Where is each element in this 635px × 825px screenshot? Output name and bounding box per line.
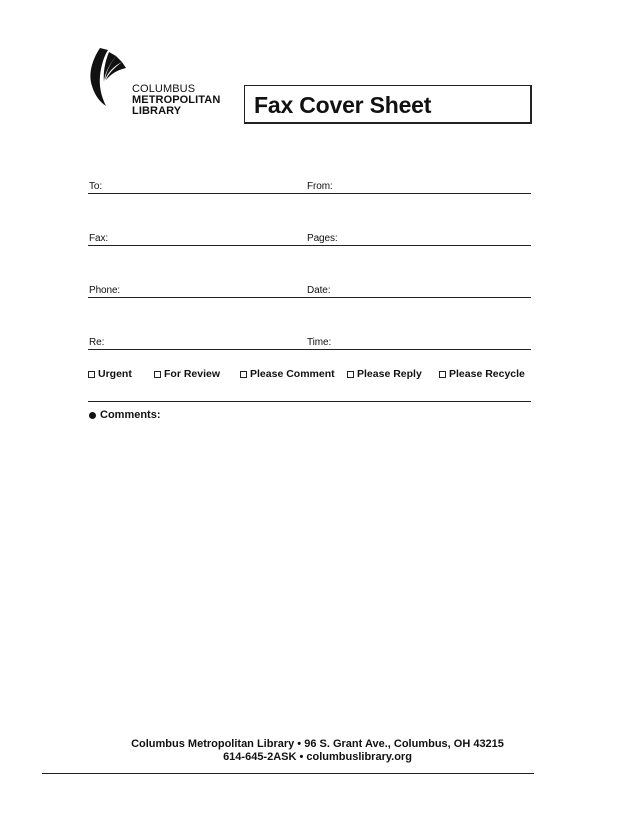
library-logo [86,46,236,126]
bullet-icon [89,412,96,419]
comments-label: Comments: [100,409,161,421]
logo-line-metropolitan: METROPOLITAN [132,94,221,106]
title-box [244,85,532,124]
checkbox-please-comment[interactable] [240,368,335,380]
logo-line-library: LIBRARY [132,105,182,117]
checkbox-square-icon[interactable] [347,371,354,378]
comments-section [89,409,161,421]
pages-label: Pages: [307,233,338,244]
feather-leaf-logo-icon [86,46,130,108]
footer-rule [42,773,534,774]
checkbox-square-icon[interactable] [439,371,446,378]
checkbox-label: Please Recycle [449,368,525,380]
checkbox-urgent[interactable] [88,368,132,380]
re-label: Re: [89,337,105,348]
phone-date-line[interactable] [88,297,531,298]
fax-pages-line[interactable] [88,245,531,246]
checkbox-please-recycle[interactable] [439,368,525,380]
phone-label: Phone: [89,285,121,296]
checkbox-label: Please Comment [250,368,335,380]
to-from-line[interactable] [88,193,531,194]
time-label: Time: [307,337,332,348]
to-label: To: [89,181,103,192]
checkbox-label: Please Reply [357,368,422,380]
logo-wordmark [132,84,220,117]
checkbox-square-icon[interactable] [88,371,95,378]
checkbox-row [88,368,533,382]
footer-address: Columbus Metropolitan Library • 96 S. Grant Ave., Columbus, OH 43215 [131,738,504,750]
comments-divider [88,401,531,402]
re-time-line[interactable] [88,349,531,350]
date-label: Date: [307,285,331,296]
footer-contact: 614-645-2ASK • columbuslibrary.org [223,751,412,763]
checkbox-label: For Review [164,368,221,380]
checkbox-square-icon[interactable] [154,371,161,378]
checkbox-for-review[interactable] [154,368,220,380]
checkbox-please-reply[interactable] [347,368,422,380]
logo-line-columbus: COLUMBUS [132,83,196,95]
checkbox-label: Urgent [98,368,132,380]
fax-label: Fax: [89,233,109,244]
page-title: Fax Cover Sheet [254,92,432,118]
checkbox-square-icon[interactable] [240,371,247,378]
from-label: From: [307,181,333,192]
